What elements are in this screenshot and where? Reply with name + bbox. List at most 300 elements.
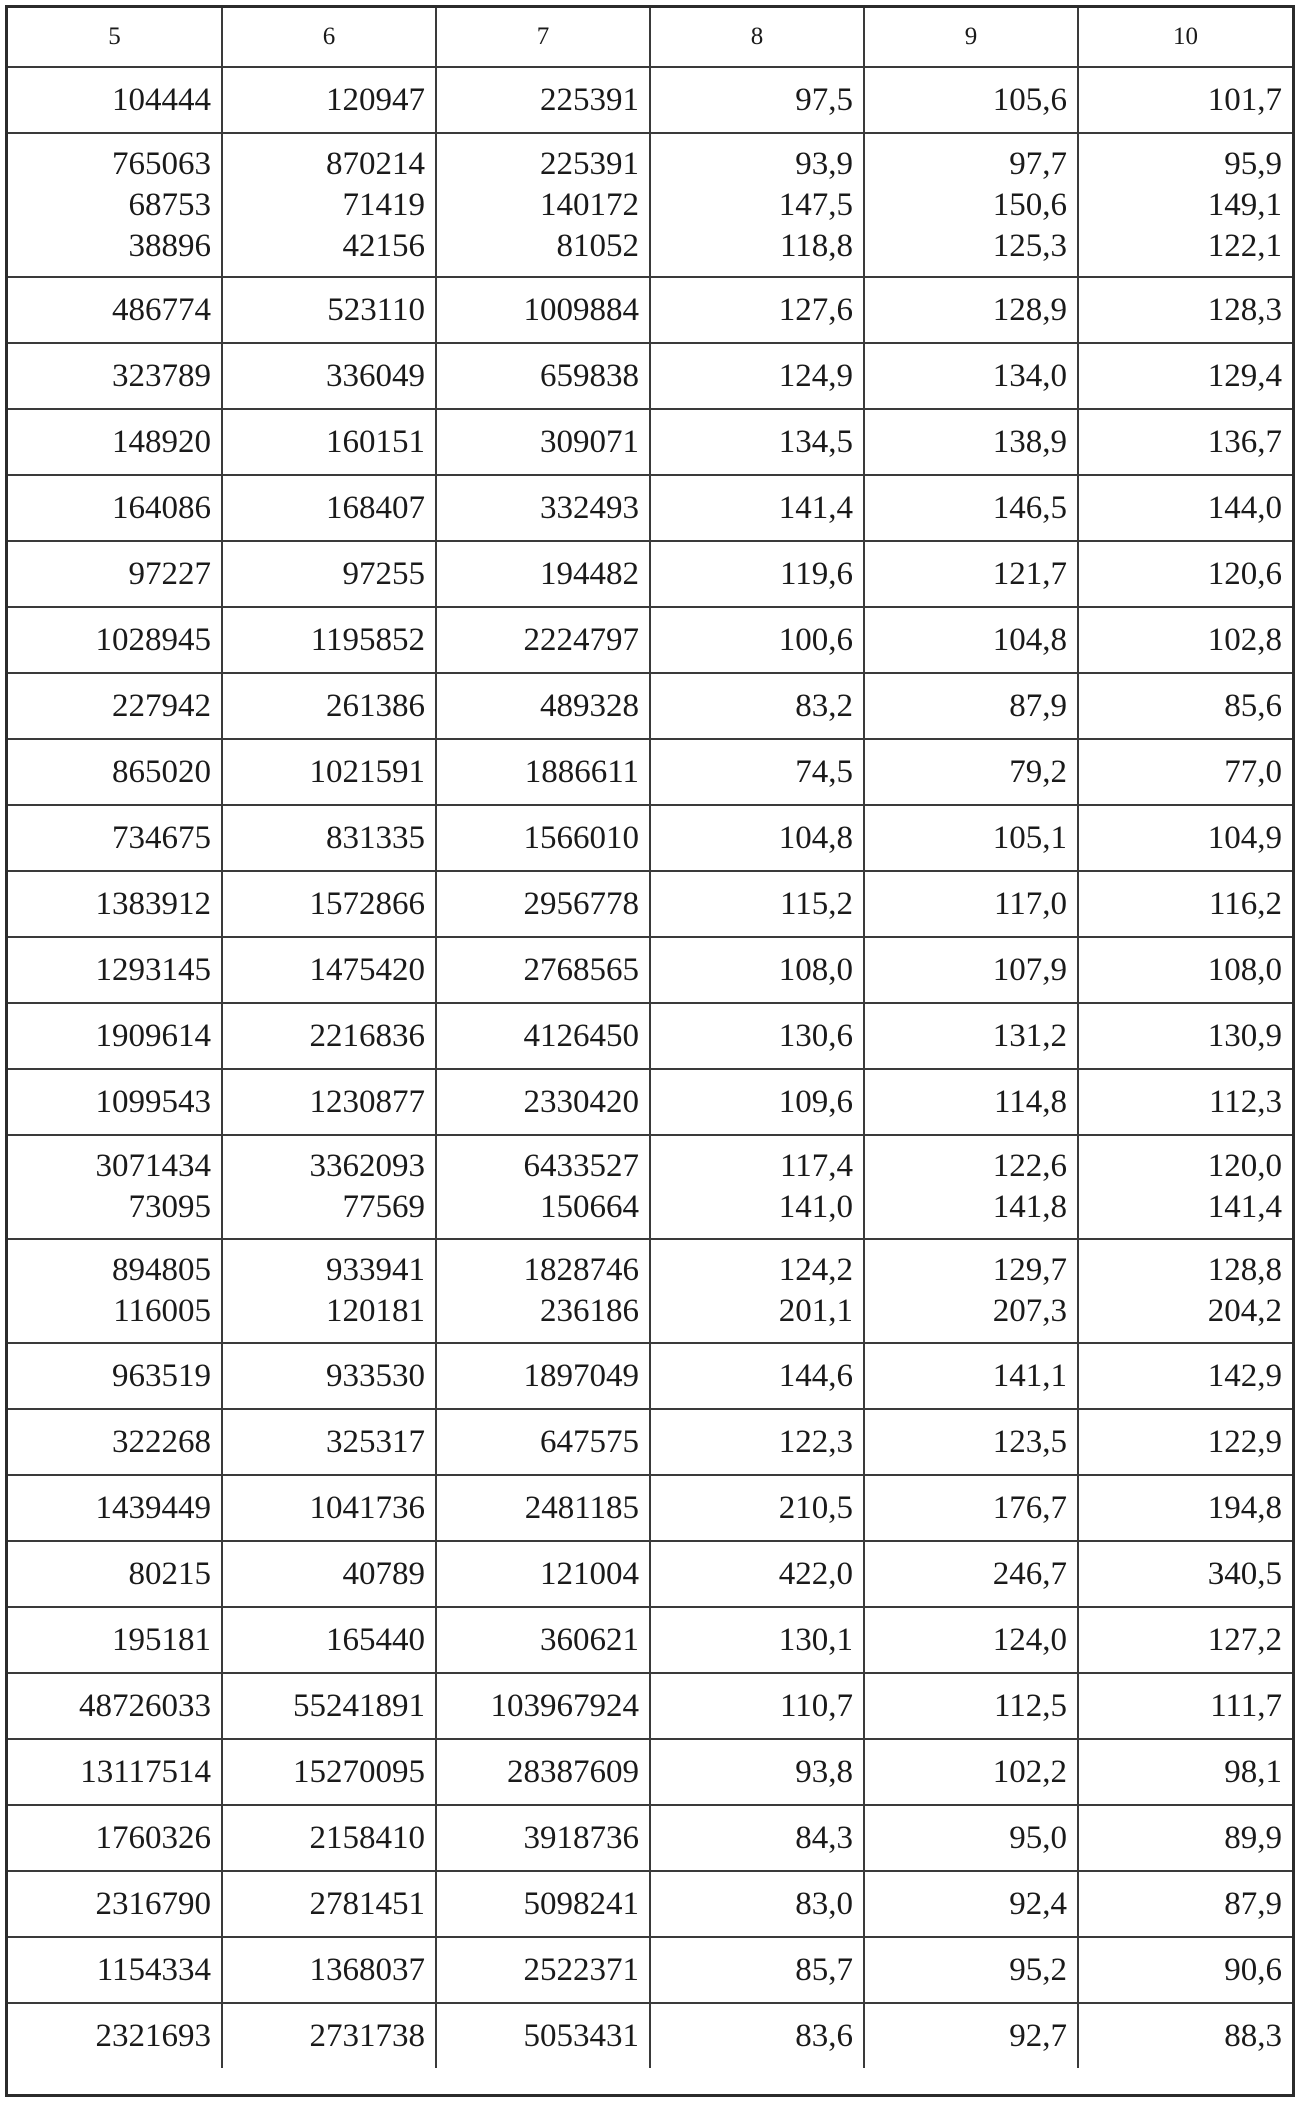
table-cell [650,1135,864,1239]
statistics-table-page [5,5,1295,2097]
cell-value: 28387609 [507,1753,639,1790]
table-row [8,1871,1292,1937]
cell-value: 129,7 [992,1252,1067,1288]
cell-value: 422,0 [778,1555,853,1592]
cell-value: 894805 [112,1252,211,1288]
table-cell [8,607,222,673]
table-row [8,1239,1292,1343]
table-cell [8,1343,222,1409]
cell-value: 1028945 [95,621,211,658]
cell-value: 74,5 [795,753,853,790]
cell-value: 147,5 [778,186,853,223]
table-cell [1078,1409,1292,1475]
table-cell [8,1409,222,1475]
table-cell [8,1003,222,1069]
table-cell [222,1475,436,1541]
table-cell [650,1069,864,1135]
table-cell [1078,1239,1292,1343]
table-cell [436,409,650,475]
table-row [8,739,1292,805]
table-cell [436,67,650,133]
table-cell [436,1871,650,1937]
table-cell [864,871,1078,937]
cell-value: 104,8 [992,621,1067,658]
table-cell [436,607,650,673]
table-cell [864,2003,1078,2068]
table-cell [1078,1607,1292,1673]
table-header [8,8,1292,67]
cell-value: 4126450 [523,1017,639,1054]
table-cell [864,1937,1078,2003]
cell-value: 146,5 [992,489,1067,526]
table-row [8,805,1292,871]
table-row [8,2003,1292,2068]
cell-value: 130,1 [778,1621,853,1658]
table-cell [1078,1805,1292,1871]
table-cell [864,1541,1078,1607]
cell-value: 122,3 [778,1423,853,1460]
table-cell [1078,277,1292,343]
table-cell [222,409,436,475]
cell-value: 95,0 [1009,1819,1067,1856]
cell-value: 2731738 [309,2017,425,2054]
table-row [8,1937,1292,2003]
table-cell [222,739,436,805]
table-cell [1078,871,1292,937]
table-cell [1078,1069,1292,1135]
cell-value: 322268 [112,1423,211,1460]
cell-value: 129,4 [1207,357,1282,394]
cell-value: 93,8 [795,1753,853,1790]
cell-value: 1439449 [95,1489,211,1526]
cell-value: 141,4 [1207,1189,1282,1225]
cell-value: 124,9 [778,357,853,394]
cell-value: 87,9 [1009,687,1067,724]
table-cell [1078,1475,1292,1541]
cell-value: 83,6 [795,2017,853,2054]
cell-value: 1909614 [95,1017,211,1054]
table-cell [8,1135,222,1239]
table-cell [222,607,436,673]
table-cell [650,1937,864,2003]
table-cell [436,871,650,937]
cell-value: 246,7 [992,1555,1067,1592]
cell-value: 261386 [326,687,425,724]
table-cell [1078,475,1292,541]
table-cell [650,1475,864,1541]
table-cell [8,1871,222,1937]
table-row [8,1805,1292,1871]
cell-value: 116005 [113,1293,211,1329]
cell-value: 141,0 [778,1189,853,1225]
cell-value: 1099543 [95,1083,211,1120]
cell-value: 108,0 [1207,951,1282,988]
table-cell [222,1673,436,1739]
cell-value: 90,6 [1224,1951,1282,1988]
header-row [8,8,1292,67]
table-cell [8,871,222,937]
cell-value: 2316790 [95,1885,211,1922]
cell-value: 1572866 [309,885,425,922]
table-cell [650,133,864,277]
cell-value: 117,0 [993,885,1067,922]
table-cell [8,541,222,607]
cell-value: 83,0 [795,1885,853,1922]
table-cell [436,277,650,343]
table-cell [436,1239,650,1343]
cell-value: 165440 [326,1621,425,1658]
cell-value: 1475420 [309,951,425,988]
table-row [8,1003,1292,1069]
cell-value: 121004 [540,1555,639,1592]
cell-value: 131,2 [992,1017,1067,1054]
table-cell [650,937,864,1003]
table-cell [650,1409,864,1475]
table-cell [864,133,1078,277]
cell-value: 84,3 [795,1819,853,1856]
cell-value: 236186 [540,1293,639,1329]
table-cell [436,2003,650,2068]
cell-value: 121,7 [992,555,1067,592]
cell-value: 97,5 [795,81,853,118]
table-cell [650,1541,864,1607]
cell-value: 107,9 [992,951,1067,988]
table-cell [222,1069,436,1135]
table-cell [1078,2003,1292,2068]
cell-value: 115,2 [779,885,853,922]
cell-value: 95,2 [1009,1951,1067,1988]
cell-value: 79,2 [1009,753,1067,790]
cell-value: 486774 [112,291,211,328]
table-cell [864,1135,1078,1239]
table-cell [1078,67,1292,133]
cell-value: 138,9 [992,423,1067,460]
table-cell [650,541,864,607]
table-cell [8,1739,222,1805]
cell-value: 93,9 [795,145,853,182]
table-cell [1078,1135,1292,1239]
table-cell [222,1135,436,1239]
cell-value: 141,8 [992,1189,1067,1225]
table-cell [864,1475,1078,1541]
cell-value: 142,9 [1207,1357,1282,1394]
table-cell [650,607,864,673]
table-cell [8,343,222,409]
table-cell [864,673,1078,739]
table-cell [864,805,1078,871]
cell-value: 40789 [342,1555,425,1592]
cell-value: 1828746 [523,1252,639,1288]
cell-value: 340,5 [1207,1555,1282,1592]
cell-value: 118,8 [779,227,853,264]
table-row [8,1475,1292,1541]
cell-value: 2321693 [95,2017,211,2054]
table-cell [8,475,222,541]
cell-value: 130,9 [1207,1017,1282,1054]
table-cell [650,1239,864,1343]
cell-value: 2330420 [523,1083,639,1120]
table-cell [650,1805,864,1871]
cell-value: 5098241 [523,1885,639,1922]
table-cell [864,1805,1078,1871]
cell-value: 1760326 [95,1819,211,1856]
table-cell [436,541,650,607]
table-cell [1078,937,1292,1003]
cell-value: 148920 [112,423,211,460]
cell-value: 141,1 [992,1357,1067,1394]
column-header-10: 10 [1078,8,1292,67]
table-cell [436,1475,650,1541]
table-cell [864,277,1078,343]
cell-value: 87,9 [1224,1885,1282,1922]
table-row [8,1069,1292,1135]
cell-value: 150,6 [992,186,1067,223]
cell-value: 102,8 [1207,621,1282,658]
table-cell [1078,1541,1292,1607]
table-cell [8,133,222,277]
table-cell [864,1607,1078,1673]
cell-value: 201,1 [778,1293,853,1329]
cell-value: 1897049 [523,1357,639,1394]
table-cell [8,739,222,805]
table-cell [436,1541,650,1607]
table-cell [1078,1003,1292,1069]
cell-value: 125,3 [992,227,1067,264]
cell-value: 225391 [540,81,639,118]
cell-value: 195181 [112,1621,211,1658]
table-cell [436,343,650,409]
cell-value: 647575 [540,1423,639,1460]
cell-value: 1383912 [95,885,211,922]
column-header-9: 9 [864,8,1078,67]
cell-value: 204,2 [1207,1293,1282,1329]
table-cell [436,1739,650,1805]
cell-value: 71419 [342,186,425,223]
column-header-7: 7 [436,8,650,67]
table-cell [864,1239,1078,1343]
table-cell [650,1003,864,1069]
table-cell [8,673,222,739]
cell-value: 112,5 [993,1687,1067,1724]
table-cell [864,937,1078,1003]
table-row [8,673,1292,739]
cell-value: 210,5 [778,1489,853,1526]
cell-value: 933941 [326,1252,425,1288]
cell-value: 92,7 [1009,2017,1067,2054]
table-row [8,937,1292,1003]
table-row [8,343,1292,409]
table-cell [1078,1937,1292,2003]
cell-value: 117,4 [779,1148,853,1184]
cell-value: 870214 [326,145,425,182]
table-cell [8,1475,222,1541]
cell-value: 2956778 [523,885,639,922]
cell-value: 1368037 [309,1951,425,1988]
table-cell [436,1135,650,1239]
table-row [8,1409,1292,1475]
cell-value: 120181 [326,1293,425,1329]
table-cell [222,1239,436,1343]
cell-value: 140172 [540,186,639,223]
cell-value: 168407 [326,489,425,526]
table-cell [864,67,1078,133]
cell-value: 3918736 [523,1819,639,1856]
cell-value: 336049 [326,357,425,394]
cell-value: 150664 [540,1189,639,1225]
cell-value: 95,9 [1224,145,1282,182]
table-row [8,475,1292,541]
cell-value: 100,6 [778,621,853,658]
table-cell [650,1673,864,1739]
cell-value: 97227 [128,555,211,592]
cell-value: 323789 [112,357,211,394]
cell-value: 1154334 [96,1951,211,1988]
cell-value: 1041736 [309,1489,425,1526]
cell-value: 128,9 [992,291,1067,328]
cell-value: 1021591 [309,753,425,790]
table-cell [864,1003,1078,1069]
cell-value: 144,6 [778,1357,853,1394]
cell-value: 963519 [112,1357,211,1394]
cell-value: 120947 [326,81,425,118]
table-cell [1078,1673,1292,1739]
table-cell [650,1343,864,1409]
table-row [8,133,1292,277]
table-cell [8,1239,222,1343]
table-cell [222,1409,436,1475]
table-cell [222,2003,436,2068]
table-cell [222,937,436,1003]
cell-value: 176,7 [992,1489,1067,1526]
cell-value: 1566010 [523,819,639,856]
cell-value: 207,3 [992,1293,1067,1329]
cell-value: 2481185 [524,1489,639,1526]
table-cell [1078,805,1292,871]
cell-value: 83,2 [795,687,853,724]
table-cell [8,2003,222,2068]
table-cell [436,475,650,541]
table-row [8,277,1292,343]
table-cell [864,1739,1078,1805]
table-cell [222,871,436,937]
table-cell [8,1937,222,2003]
table-cell [650,475,864,541]
table-row [8,67,1292,133]
table-cell [650,1739,864,1805]
cell-value: 122,1 [1207,227,1282,264]
table-cell [8,1069,222,1135]
cell-value: 116,2 [1208,885,1282,922]
cell-value: 85,6 [1224,687,1282,724]
column-header-8: 8 [650,8,864,67]
table-cell [436,1673,650,1739]
table-cell [8,805,222,871]
cell-value: 98,1 [1224,1753,1282,1790]
cell-value: 97255 [342,555,425,592]
column-header-5: 5 [8,8,222,67]
cell-value: 114,8 [993,1083,1067,1120]
table-cell [864,475,1078,541]
cell-value: 332493 [540,489,639,526]
table-cell [436,739,650,805]
cell-value: 122,6 [992,1148,1067,1184]
cell-value: 124,0 [992,1621,1067,1658]
cell-value: 194,8 [1207,1489,1282,1526]
cell-value: 1886611 [524,753,639,790]
table-cell [222,1937,436,2003]
cell-value: 127,2 [1207,1621,1282,1658]
cell-value: 104444 [112,81,211,118]
cell-value: 309071 [540,423,639,460]
table-cell [864,1871,1078,1937]
table-cell [8,409,222,475]
cell-value: 80215 [128,1555,211,1592]
table-cell [650,1871,864,1937]
table-cell [222,277,436,343]
cell-value: 85,7 [795,1951,853,1988]
table-cell [650,409,864,475]
cell-value: 13117514 [80,1753,211,1790]
cell-value: 1195852 [310,621,425,658]
table-cell [1078,673,1292,739]
table-cell [650,343,864,409]
table-row [8,607,1292,673]
cell-value: 104,9 [1207,819,1282,856]
table-cell [222,475,436,541]
table-cell [222,673,436,739]
cell-value: 6433527 [523,1148,639,1184]
cell-value: 92,4 [1009,1885,1067,1922]
table-cell [864,1069,1078,1135]
table-cell [436,1805,650,1871]
table-cell [222,1541,436,1607]
cell-value: 42156 [342,227,425,264]
table-cell [8,1673,222,1739]
cell-value: 48726033 [79,1687,211,1724]
table-cell [864,1673,1078,1739]
cell-value: 38896 [128,227,211,264]
cell-value: 119,6 [779,555,853,592]
table-row [8,1343,1292,1409]
table-cell [8,1805,222,1871]
cell-value: 865020 [112,753,211,790]
table-row [8,1607,1292,1673]
cell-value: 124,2 [778,1252,853,1288]
table-cell [436,1003,650,1069]
cell-value: 194482 [540,555,639,592]
cell-value: 149,1 [1207,186,1282,223]
cell-value: 2216836 [309,1017,425,1054]
column-header-6: 6 [222,8,436,67]
table-cell [864,409,1078,475]
table-cell [436,133,650,277]
table-cell [864,541,1078,607]
cell-value: 77,0 [1224,753,1282,790]
cell-value: 523110 [327,291,425,328]
table-cell [436,1069,650,1135]
cell-value: 3071434 [95,1148,211,1184]
table-cell [436,937,650,1003]
table-cell [222,1343,436,1409]
cell-value: 108,0 [778,951,853,988]
table-cell [222,1607,436,1673]
table-cell [650,739,864,805]
cell-value: 101,7 [1207,81,1282,118]
cell-value: 134,0 [992,357,1067,394]
table-row [8,541,1292,607]
cell-value: 88,3 [1224,2017,1282,2054]
cell-value: 1009884 [523,291,639,328]
